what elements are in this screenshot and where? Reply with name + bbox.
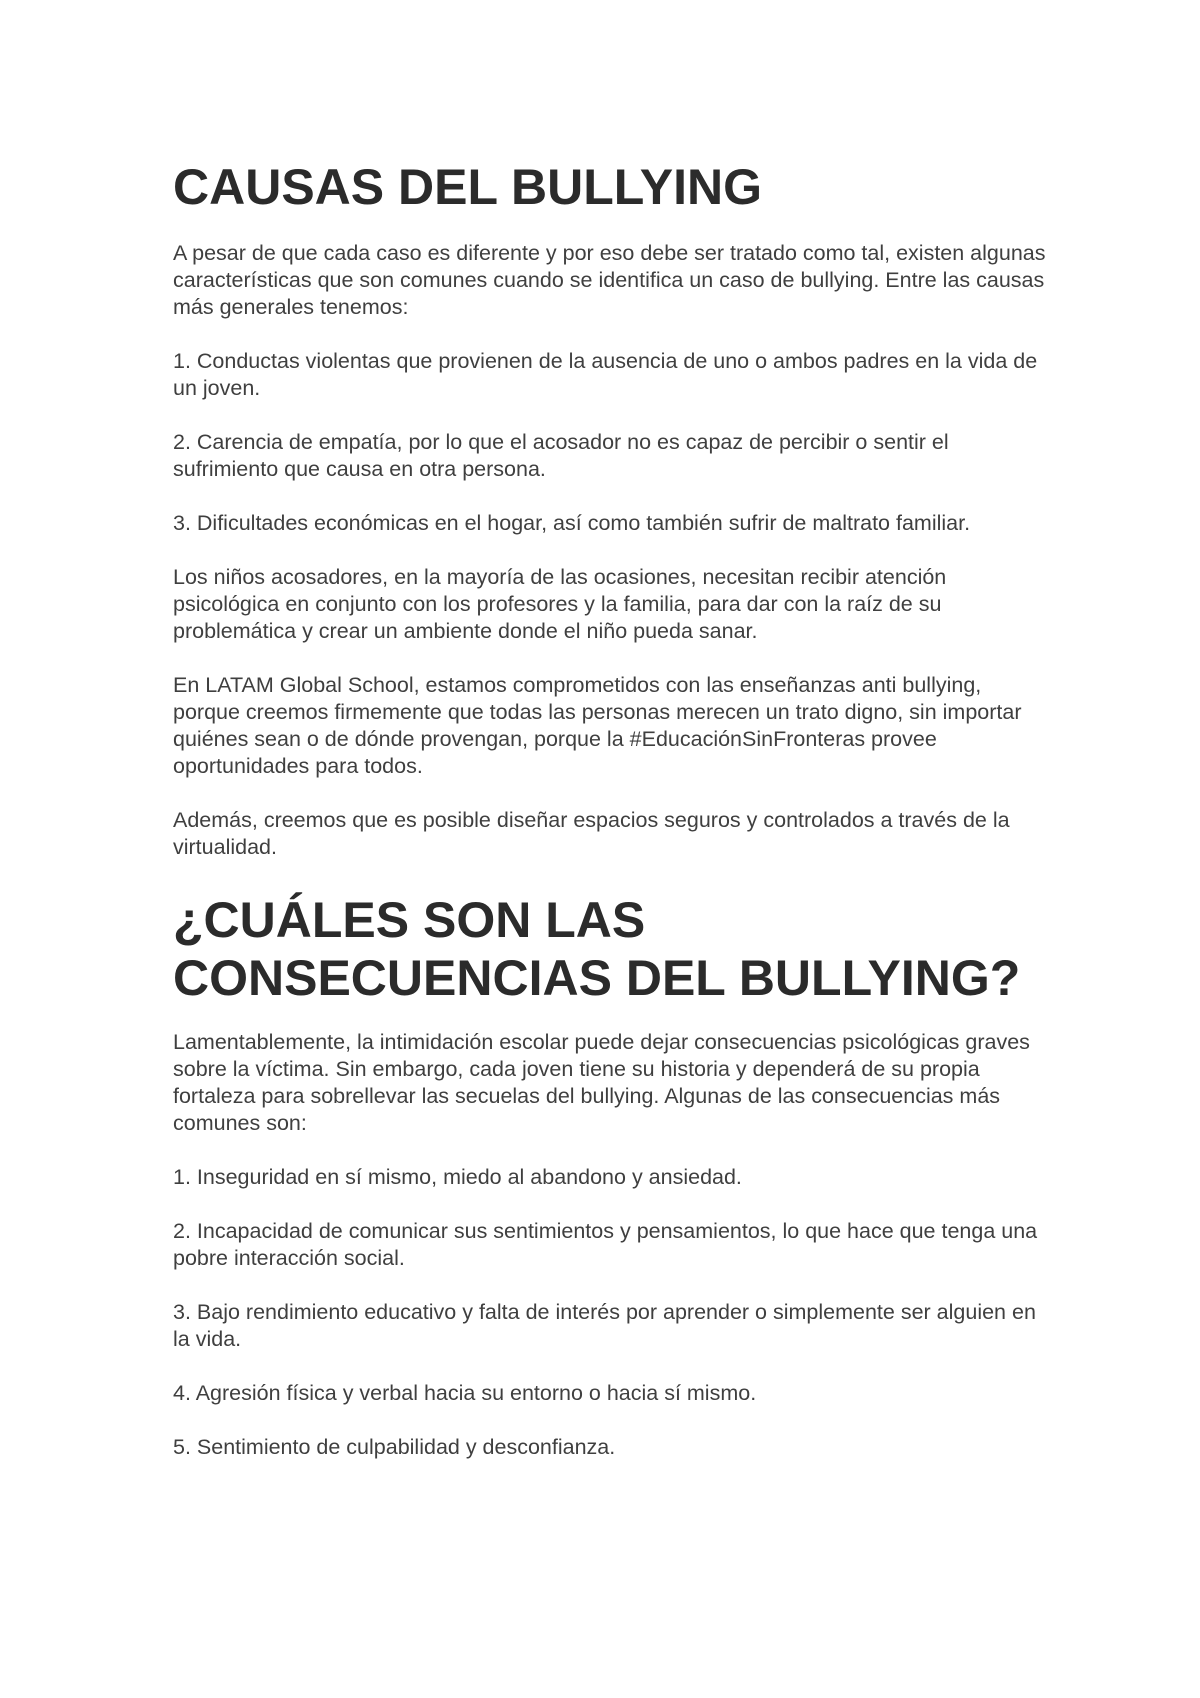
causes-intro-paragraph: A pesar de que cada caso es diferente y por eso debe ser tratado como tal, existen algunas características que son comunes cuando se identifica un caso de bullying. Entre las causas más generales tenemos:: [173, 241, 1046, 319]
section-consequences: [173, 891, 1053, 1461]
consequences-item-5: 5. Sentimiento de culpabilidad y desconfianza.: [173, 1435, 616, 1459]
causes-item-3: 3. Dificultades económicas en el hogar, así como también sufrir de maltrato familiar.: [173, 511, 971, 535]
causes-paragraph-latam: En LATAM Global School, estamos comprometidos con las enseñanzas anti bullying, porque creemos firmemente que todas las personas merecen un trato digno, sin importar quiénes sean o de dónde provengan, porque la #EducaciónSinFronteras provee oportunidades para todos.: [173, 673, 1022, 778]
consequences-item-1: 1. Inseguridad en sí mismo, miedo al abandono y ansiedad.: [173, 1165, 742, 1189]
causes-paragraph-children: Los niños acosadores, en la mayoría de las ocasiones, necesitan recibir atención psicológica en conjunto con los profesores y la familia, para dar con la raíz de su problemática y crear un ambiente donde el niño pueda sanar.: [173, 565, 947, 643]
consequences-heading-line2: CONSECUENCIAS DEL BULLYING?: [173, 950, 1021, 1006]
causes-heading: CAUSAS DEL BULLYING: [173, 159, 762, 215]
consequences-heading: [173, 891, 1053, 1007]
consequences-intro-paragraph: Lamentablemente, la intimidación escolar puede dejar consecuencias psicológicas graves sobre la víctima. Sin embargo, cada joven tiene su historia y dependerá de su propia fortaleza para sobrellevar las secuelas del bullying. Algunas de las consecuencias más comunes son:: [173, 1030, 1030, 1135]
consequences-item-3: 3. Bajo rendimiento educativo y falta de interés por aprender o simplemente ser alguien en la vida.: [173, 1300, 1036, 1351]
document-page: [173, 158, 1053, 1488]
consequences-item-4: 4. Agresión física y verbal hacia su entorno o hacia sí mismo.: [173, 1381, 757, 1405]
consequences-item-2: 2. Incapacidad de comunicar sus sentimientos y pensamientos, lo que hace que tenga una pobre interacción social.: [173, 1219, 1038, 1270]
consequences-heading-line1: ¿CUÁLES SON LAS: [173, 892, 646, 948]
causes-item-2: 2. Carencia de empatía, por lo que el acosador no es capaz de percibir o sentir el sufrimiento que causa en otra persona.: [173, 430, 949, 481]
section-causes: [173, 158, 1053, 861]
causes-item-1: 1. Conductas violentas que provienen de la ausencia de uno o ambos padres en la vida de un joven.: [173, 349, 1038, 400]
causes-paragraph-virtual: Además, creemos que es posible diseñar espacios seguros y controlados a través de la virtualidad.: [173, 808, 1010, 859]
